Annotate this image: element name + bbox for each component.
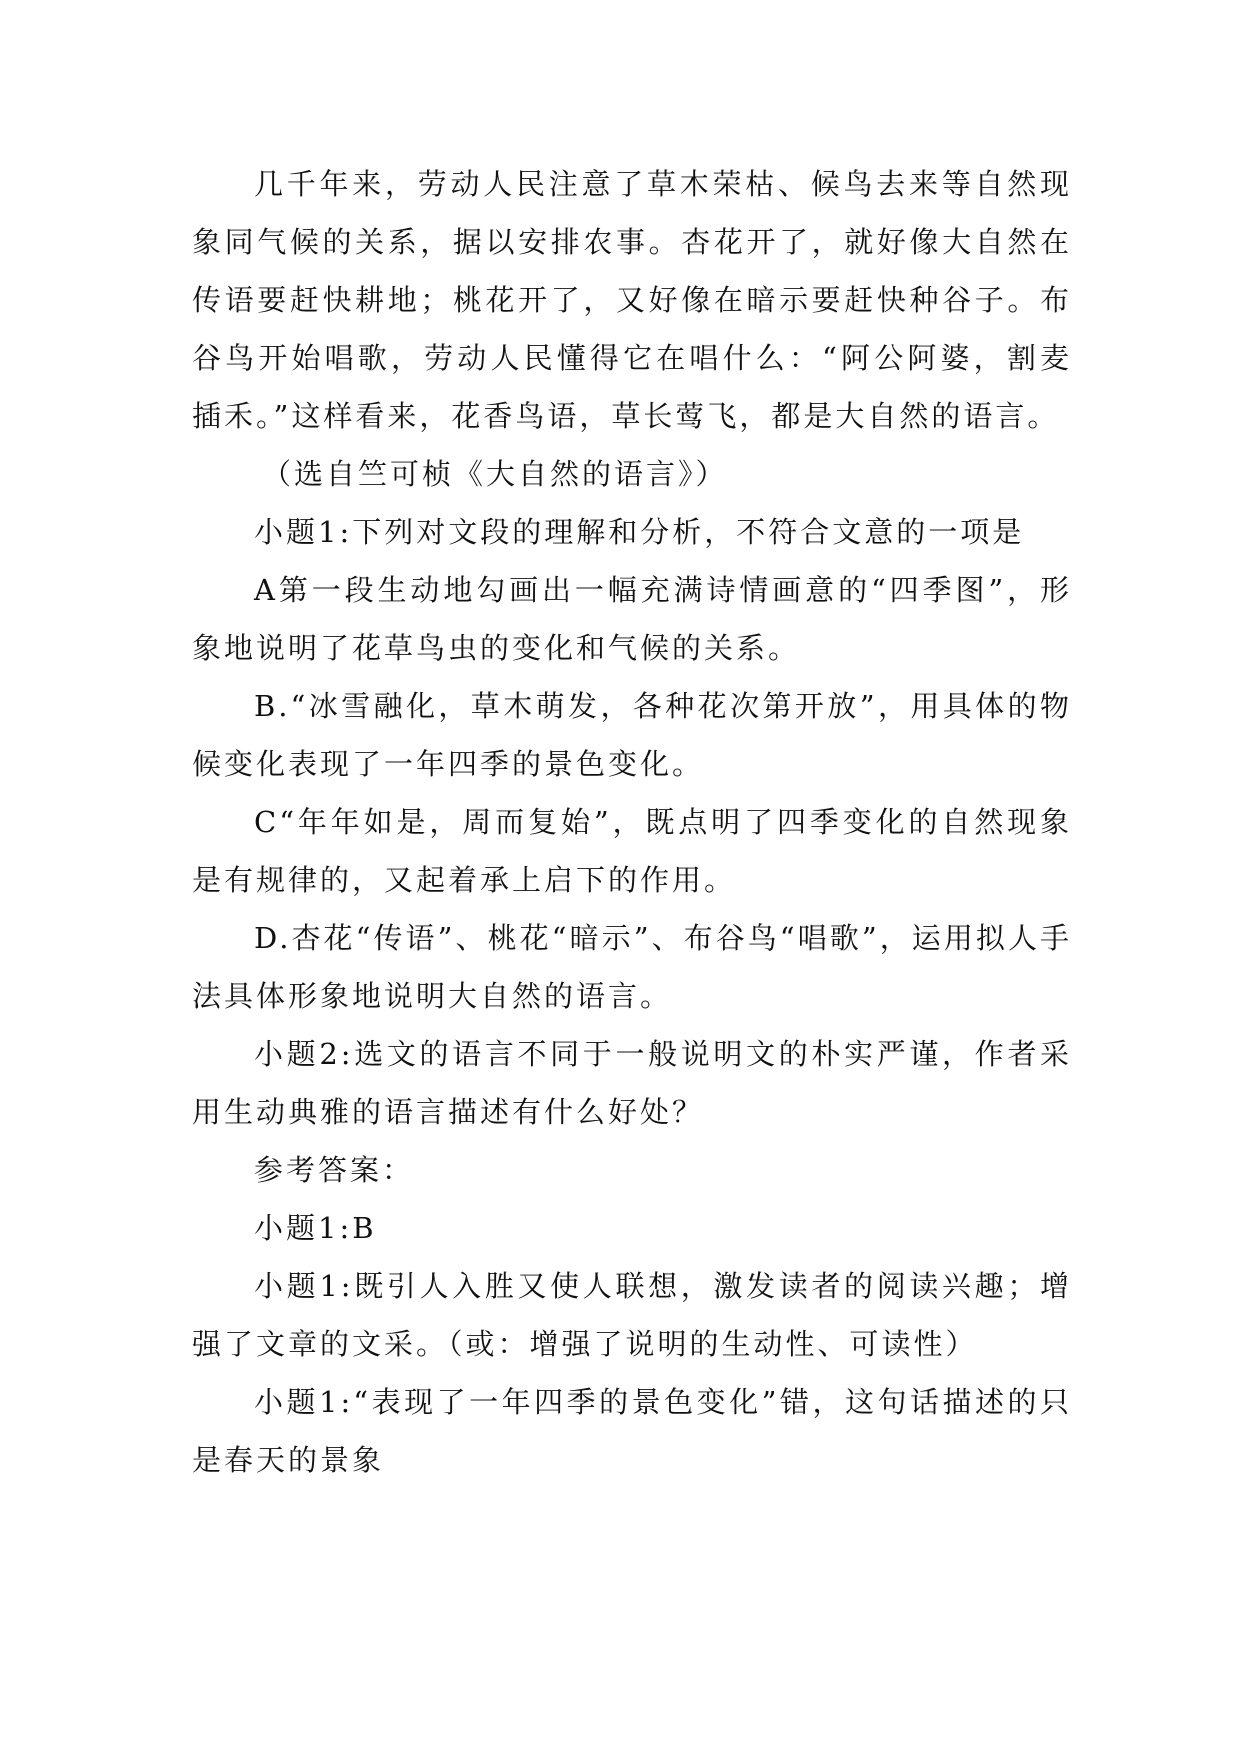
answer-1: 小题1:B xyxy=(254,1211,377,1245)
option-c: C“年年如是，周而复始”，既点明了四季变化的自然现象是有规律的，又起着承上启下的作用。 xyxy=(192,805,1072,897)
option-d: D.杏花“传语”、桃花“暗示”、布谷鸟“唱歌”，运用拟人手法具体形象地说明大自然的语言。 xyxy=(192,921,1072,1013)
answer-explanation: 小题1:“表现了一年四季的景色变化”错，这句话描述的只是春天的景象 xyxy=(192,1385,1072,1477)
source-citation: （选自竺可桢《大自然的语言》） xyxy=(262,457,728,491)
answer-2: 小题1:既引人入胜又使人联想，激发读者的阅读兴趣；增强了文章的文采。（或：增强了说明的生动性、可读性） xyxy=(192,1269,1072,1361)
question-1-prompt: 小题1:下列对文段的理解和分析，不符合文意的一项是 xyxy=(254,515,1025,549)
passage-paragraph: 几千年来，劳动人民注意了草木荣枯、候鸟去来等自然现象同气候的关系，据以安排农事。杏花开了，就好像大自然在传语要赶快耕地；桃花开了，又好像在暗示要赶快种谷子。布谷鸟开始唱歌，劳动人民懂得它在唱什么：“阿公阿婆，割麦插禾。”这样看来，花香鸟语，草长莺飞，都是大自然的语言。 xyxy=(192,167,1072,433)
option-a: A第一段生动地勾画出一幅充满诗情画意的“四季图”，形象地说明了花草鸟虫的变化和气候的关系。 xyxy=(192,573,1072,665)
answer-heading: 参考答案： xyxy=(254,1153,415,1187)
question-2-prompt: 小题2:选文的语言不同于一般说明文的朴实严谨，作者采用生动典雅的语言描述有什么好处？ xyxy=(192,1037,1072,1129)
document-body xyxy=(192,155,1072,1489)
option-b: B.“冰雪融化，草木萌发，各种花次第开放”，用具体的物候变化表现了一年四季的景色变化。 xyxy=(192,689,1072,781)
